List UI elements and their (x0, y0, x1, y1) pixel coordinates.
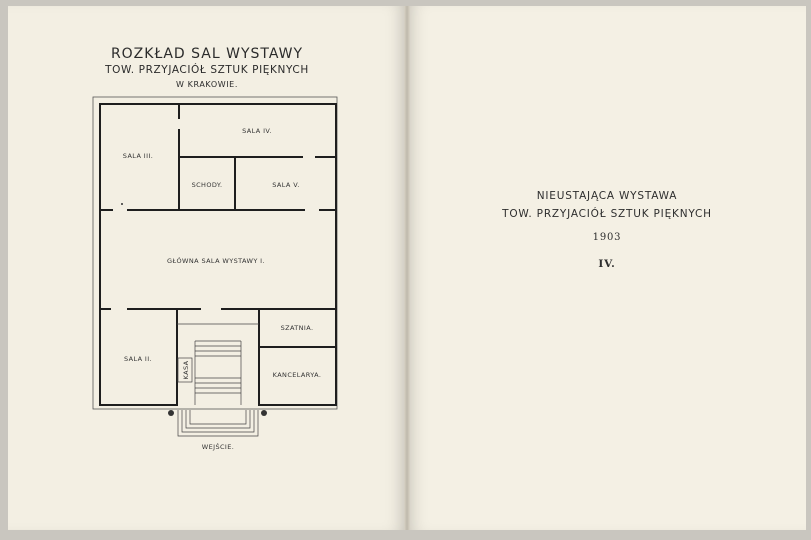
room-schody: SCHODY. (191, 181, 223, 189)
label-wejscie: WEJŚCIE. (201, 443, 235, 451)
room-glowna-sala: GŁÓWNA SALA WYSTAWY I. (167, 257, 265, 265)
cover-year: 1903 (592, 232, 622, 243)
entrance-pillar-left (168, 410, 174, 416)
room-szatnia: SZATNIA. (280, 324, 314, 332)
room-sala-iii: SALA III. (122, 152, 154, 160)
room-kasa: KASA (182, 360, 190, 380)
cover-line-2: TOW. PRZYJACIÓŁ SZTUK PIĘKNYCH (502, 208, 712, 220)
cover-number: IV. (598, 258, 616, 270)
entrance-pillar-right (261, 410, 267, 416)
plan-title: ROZKŁAD SAL WYSTAWY (110, 46, 304, 62)
plan-dot (121, 203, 123, 205)
cover-line-1: NIEUSTAJĄCA WYSTAWA (536, 190, 678, 202)
plan-city: W KRAKOWIE. (176, 80, 238, 89)
room-sala-ii: SALA II. (123, 355, 153, 363)
plan-subtitle: TOW. PRZYJACIÓŁ SZTUK PIĘKNYCH (105, 64, 309, 76)
room-sala-v: SALA V. (272, 181, 300, 189)
room-sala-iv: SALA IV. (242, 127, 272, 135)
room-kancelarya: KANCELARYA. (272, 371, 322, 379)
